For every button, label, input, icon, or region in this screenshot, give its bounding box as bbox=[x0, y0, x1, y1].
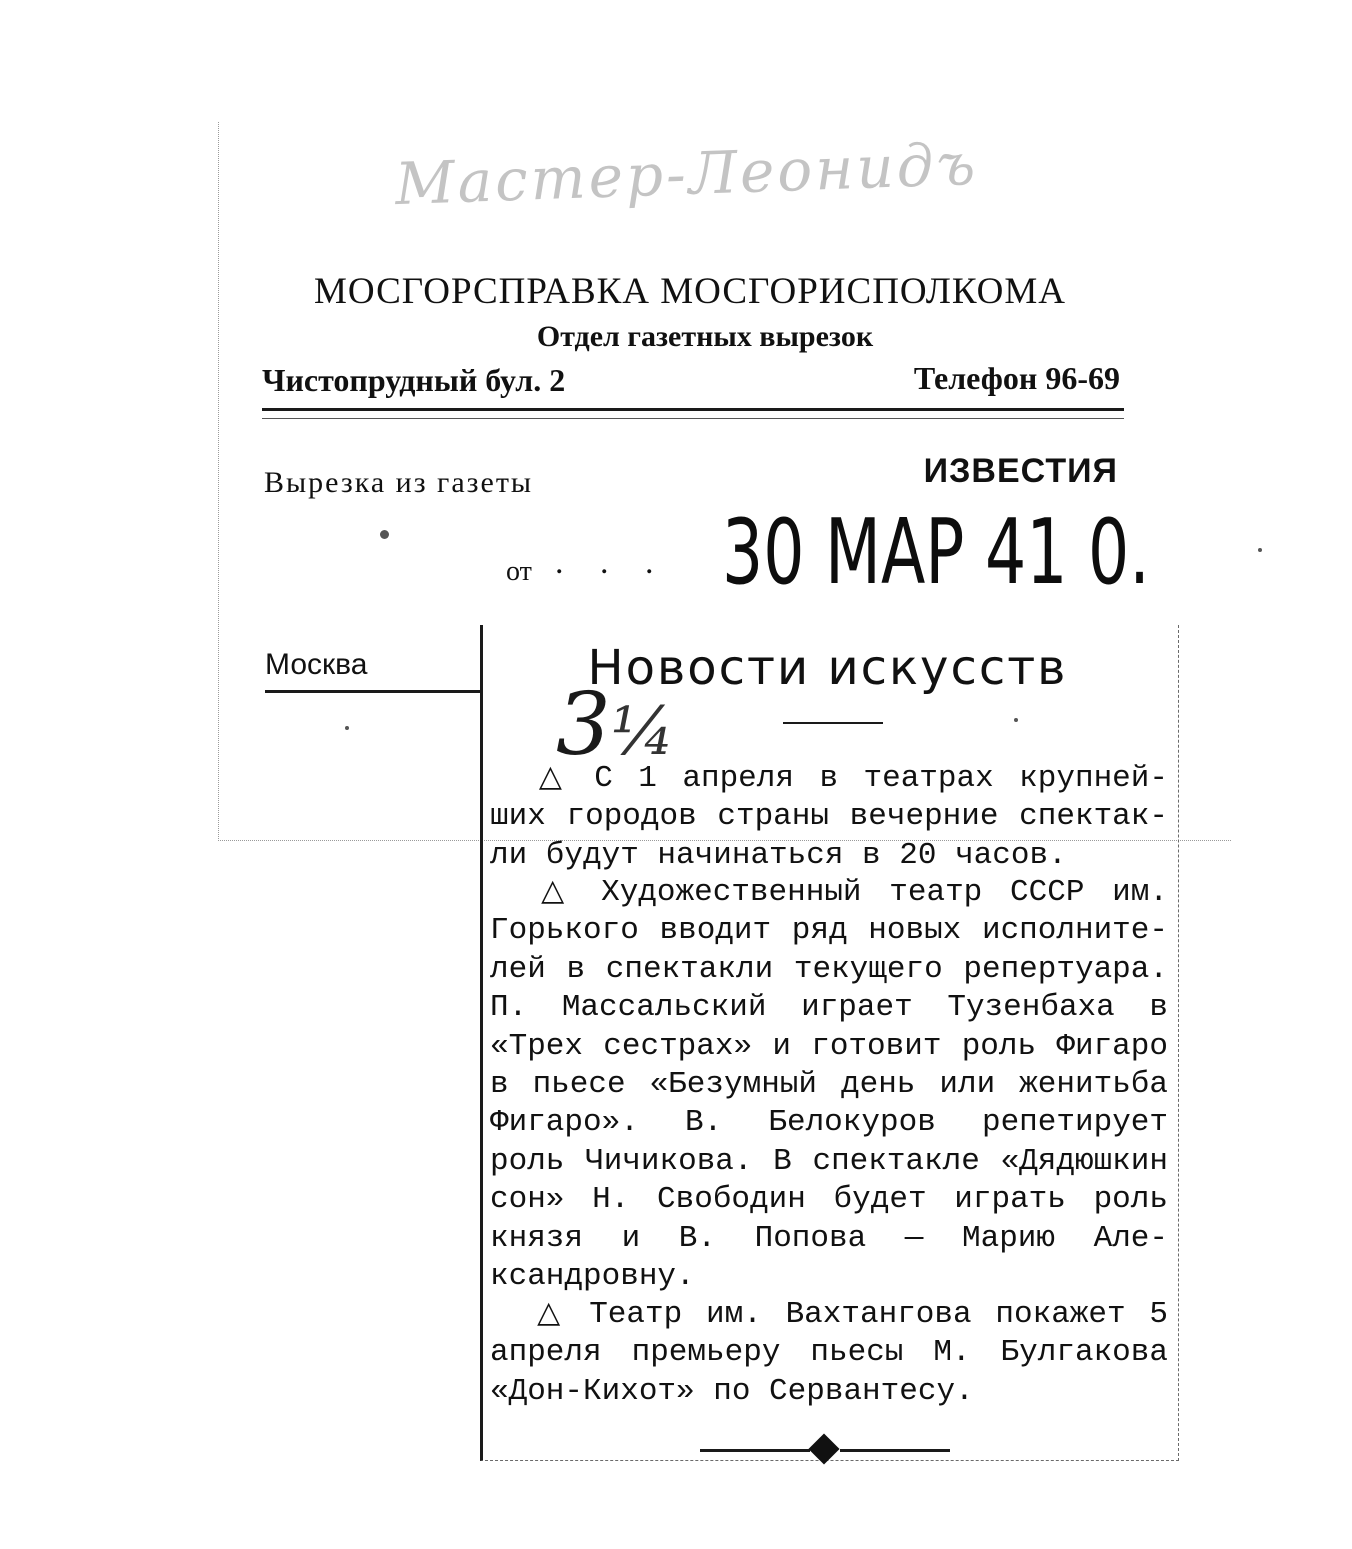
ink-speck bbox=[1014, 718, 1018, 722]
title-divider bbox=[783, 722, 883, 724]
newspaper-name: ИЗВЕСТИЯ bbox=[923, 452, 1118, 490]
ornament-line-left bbox=[700, 1449, 810, 1452]
date-dots: . . . bbox=[555, 544, 668, 581]
paragraph-text: С 1 апреля в театрах крупней-ших городов страны вечерние спектак-ли будут начинаться в 20 часов. bbox=[490, 761, 1168, 873]
archive-number bbox=[556, 675, 675, 775]
header-divider bbox=[262, 408, 1124, 411]
ornament-line-right bbox=[840, 1449, 950, 1452]
article-title: Новости искусств bbox=[587, 640, 1068, 696]
triangle-bullet-icon: △ bbox=[532, 759, 569, 794]
ink-speck bbox=[345, 726, 349, 730]
archive-number-digit: 3 bbox=[556, 675, 611, 775]
city-divider bbox=[265, 690, 480, 693]
date-from-label: от bbox=[506, 556, 532, 587]
article-paragraph bbox=[490, 758, 1168, 875]
article-paragraph bbox=[490, 1294, 1168, 1411]
ink-speck bbox=[1258, 548, 1262, 552]
header-divider-thin bbox=[262, 418, 1124, 419]
article-paragraph bbox=[490, 872, 1168, 1296]
ink-speck bbox=[380, 530, 389, 539]
paragraph-text: Художественный театр СССР им. Горького вводит ряд новых исполните-лей в спектакли текущего репертуара. П. Массальский играет Тузенбаха в «Трех сестрах» и готовит роль Фигаро в пьесе «Безумный день или женитьба Фигаро». В. Белокуров репетирует роль Чичикова. В спектакле «Дядюшкин сон» Н. Свободин будет играть роль князя и В. Попова — Марию Але-ксандровну. bbox=[490, 875, 1168, 1295]
date-stamp: 30 МАР 41 0. bbox=[722, 500, 1150, 605]
organization-title: МОСГОРСПРАВКА МОСГОРИСПОЛКОМА bbox=[314, 271, 1066, 312]
city-label: Москва bbox=[265, 648, 368, 681]
department-name: Отдел газетных вырезок bbox=[536, 320, 874, 353]
phone-number: Телефон 96-69 bbox=[913, 360, 1120, 396]
paragraph-text: Театр им. Вахтангова покажет 5 апреля премьеру пьесы М. Булгакова «Дон-Кихот» по Сервантесу. bbox=[490, 1297, 1168, 1409]
source-label: Вырезка из газеты bbox=[264, 466, 534, 499]
handwritten-note: Мастер-Леонидъ bbox=[393, 129, 980, 219]
archive-number-suffix: ¼ bbox=[610, 693, 675, 770]
triangle-bullet-icon: △ bbox=[532, 873, 574, 908]
address: Чистопрудный бул. 2 bbox=[262, 362, 566, 398]
triangle-bullet-icon: △ bbox=[532, 1295, 566, 1330]
